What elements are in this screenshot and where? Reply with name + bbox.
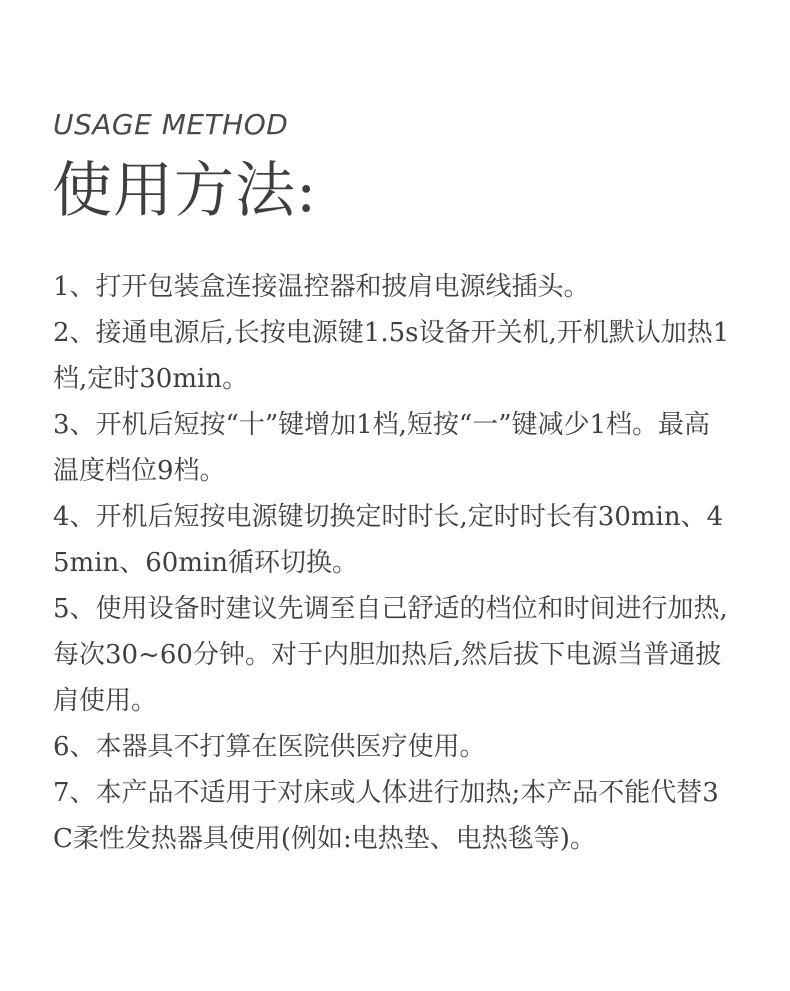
section-subtitle: USAGE METHOD [53,108,289,141]
instruction-item: 6、本器具不打算在医院供医疗使用。 [53,732,486,762]
instruction-item: 5、使用设备时建议先调至自己舒适的档位和时间进行加热, 每次30~60分钟。对于内胆加热后,然后拔下电源当普通披肩使用。 [53,594,728,716]
instruction-item: 4、开机后短按电源键切换定时时长,定时时长有30min、45min、60min循环切换。 [53,502,724,578]
instruction-item: 3、开机后短按“十”键增加1档,短按“一”键减少1档。最高温度档位9档。 [53,410,711,486]
instruction-item: 2、接通电源后,长按电源键1.5s设备开关机,开机默认加热1档,定时30min。 [53,318,730,394]
instruction-item: 1、打开包装盒连接温控器和披肩电源线插头。 [53,272,590,302]
page-title: 使用方法: [52,156,318,226]
instruction-item: 7、本产品不适用于对床或人体进行加热;本产品不能代替3C柔性发热器具使用(例如:电热垫、电热毯等)。 [53,778,719,854]
instruction-list [53,264,733,862]
